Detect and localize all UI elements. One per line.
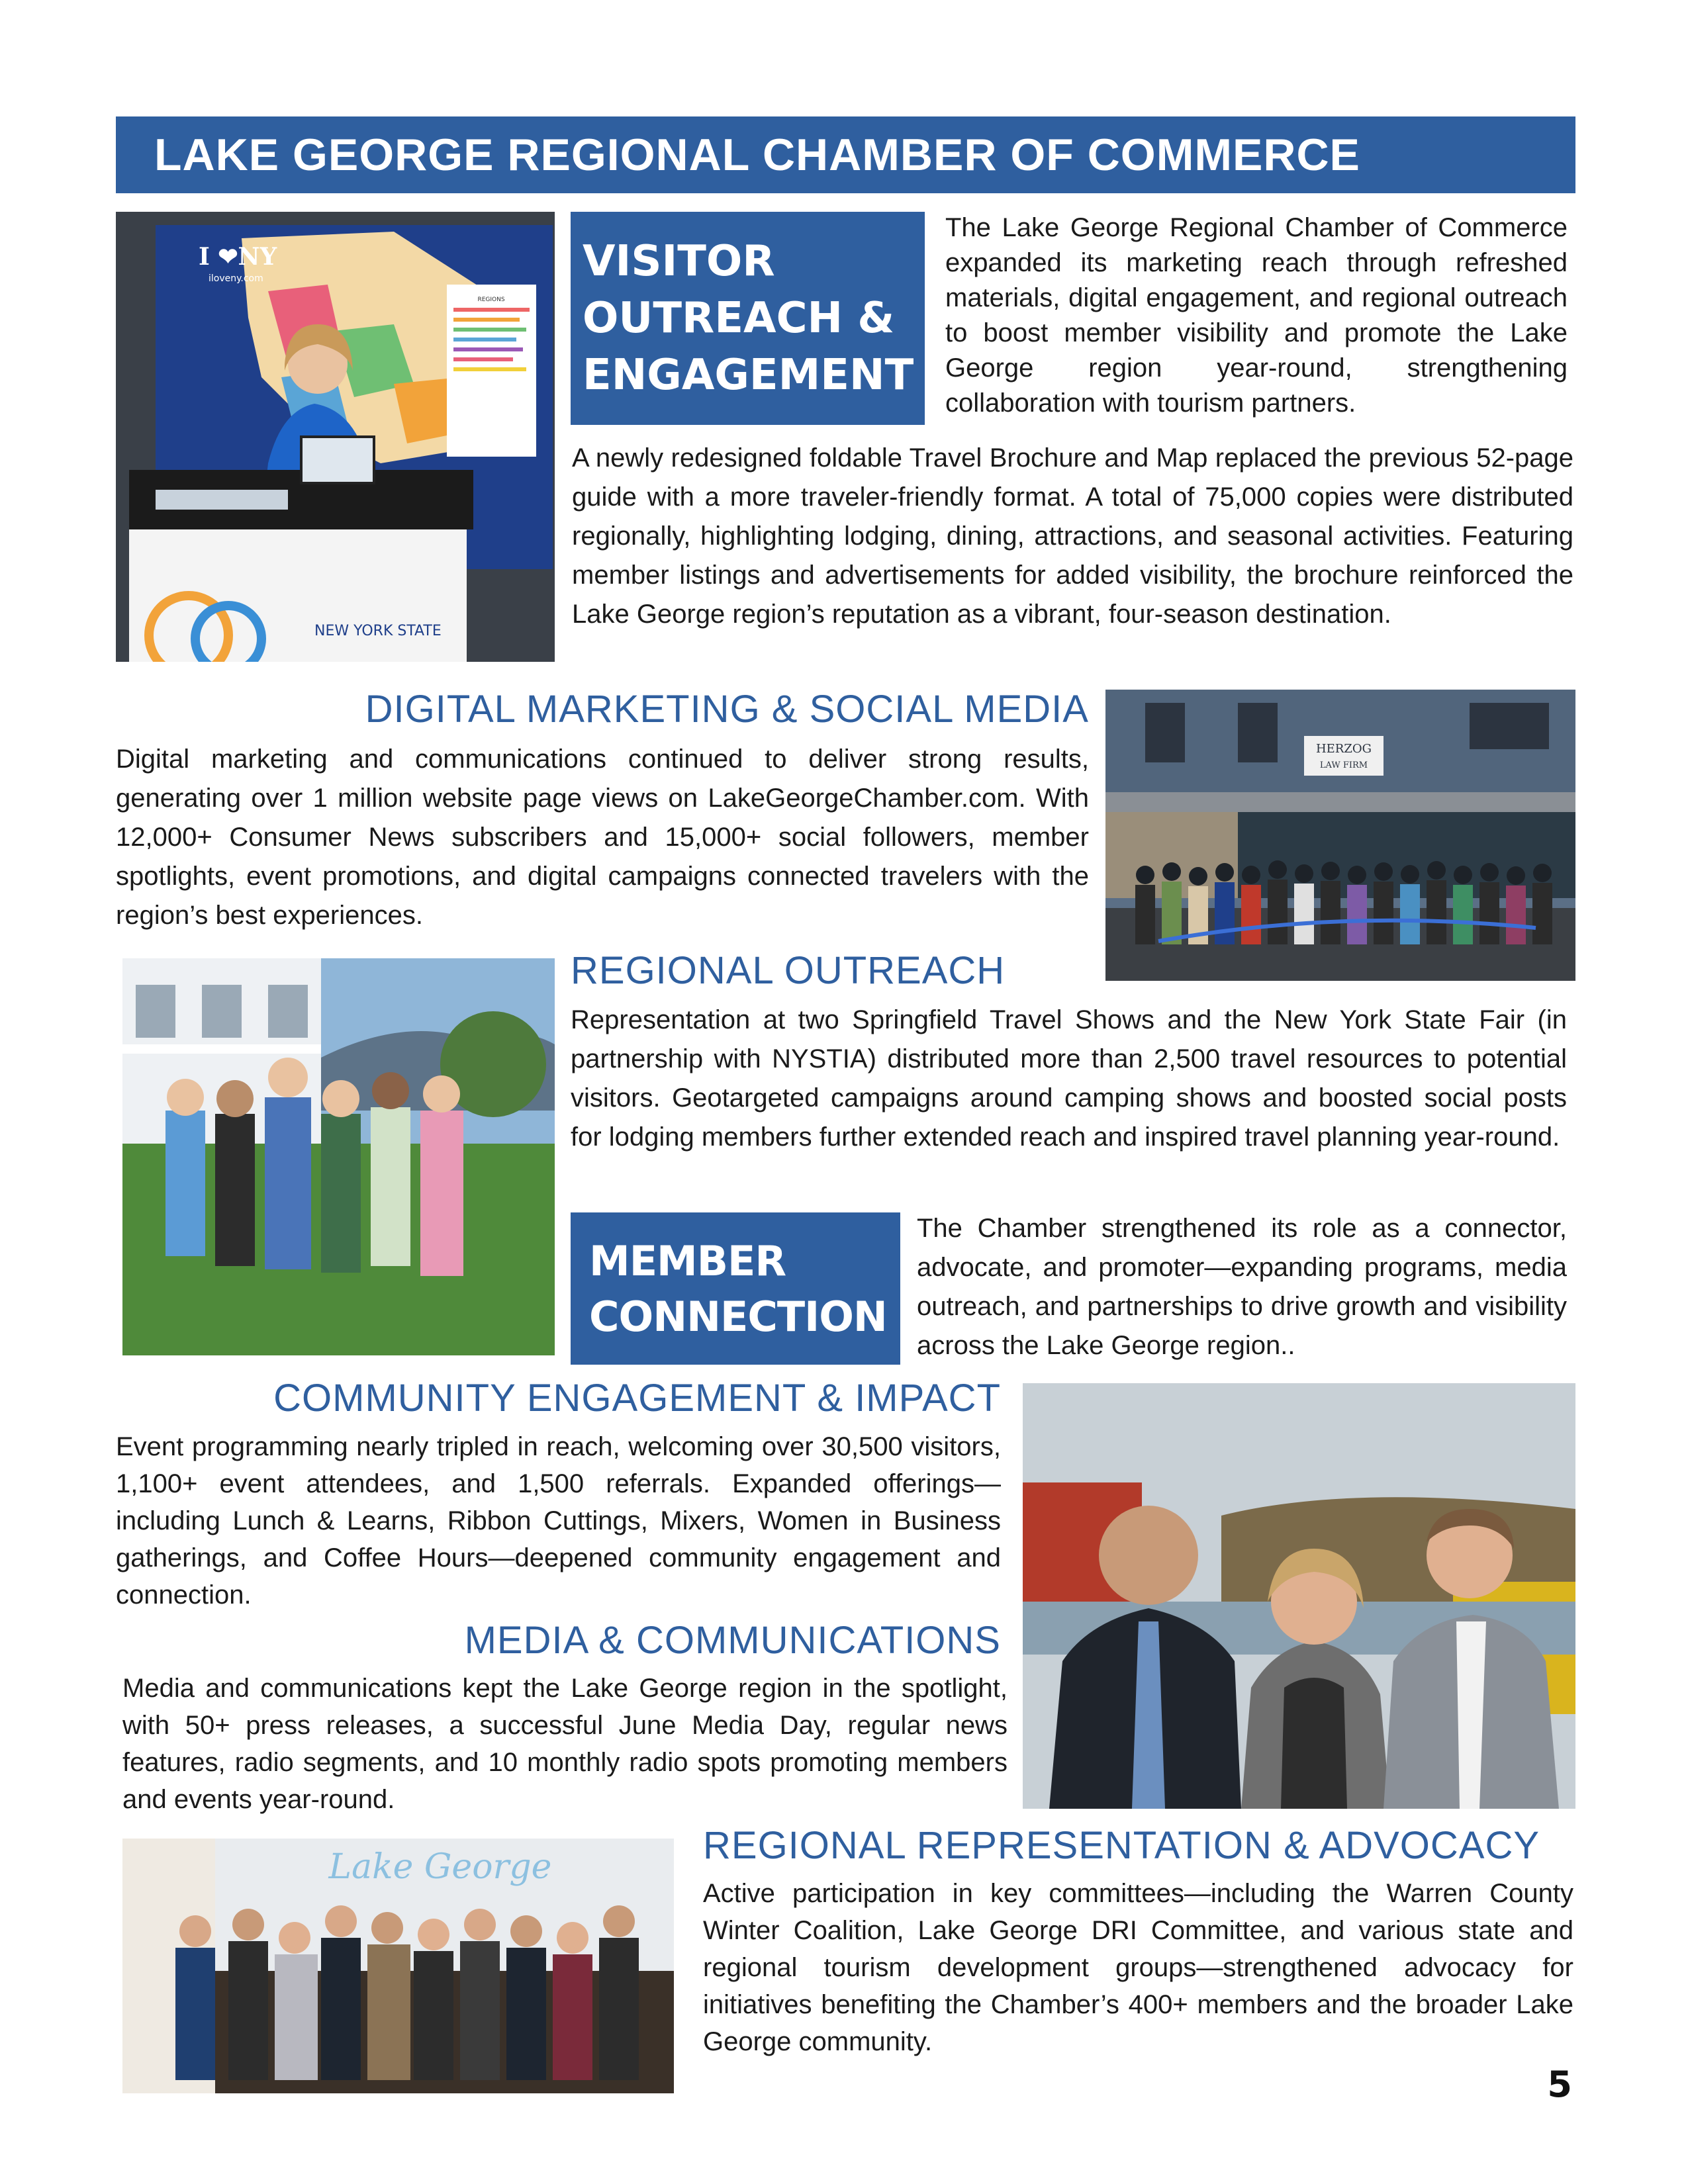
regional-outreach-heading: REGIONAL OUTREACH (571, 949, 1006, 992)
page-number: 5 (1547, 2064, 1572, 2105)
media-communications-text: Media and communications kept the Lake George region in the spotlight, with 50+ press releases, a successful June Media Day, regular news features, radio segments, and 10 monthly radio spots promoting members and events year-round. (122, 1674, 1008, 1814)
visitor-body-text: A newly redesigned foldable Travel Brochure and Map replaced the previous 52-page guide with a more traveler-friendly format. A total of 75,000 copies were distributed regionally, highlighting lodging, dining, attractions, and seasonal activities. Featuring member listings and advertisements for added visibility, the brochure reinforced the Lake George region’s reputation as a vibrant, four-season destination. (572, 443, 1573, 629)
ribbon-cutting-photo (1105, 690, 1575, 981)
visitor-intro-text: The Lake George Regional Chamber of Commerce expanded its marketing reach through refreshed materials, digital engagement, and regional outreach to boost member visibility and promote the Lake George region year-round, strengthening collaboration with tourism partners. (945, 213, 1568, 418)
outdoor-group-photo (122, 958, 555, 1355)
regional-outreach-text: Representation at two Springfield Travel Shows and the New York State Fair (in partnership with NYSTIA) distributed more than 2,500 travel resources to potential visitors. Geotargeted campaigns around camping shows and boosted social posts for lodging members further extended reach and inspired travel planning year-round. (571, 1005, 1567, 1152)
regions-label: REGIONS (477, 296, 505, 303)
member-connection-text: The Chamber strengthened its role as a connector, advocate, and promoter—expanding programs, media outreach, and partnerships to drive growth and visibility across the Lake George region.. (917, 1214, 1567, 1360)
digital-marketing-heading: DIGITAL MARKETING & SOCIAL MEDIA (365, 688, 1089, 731)
visitor-box-line-1: VISITOR (583, 237, 775, 286)
herzog-sign-line-1: HERZOG (1315, 742, 1372, 756)
lake-george-backdrop: Lake George (328, 1847, 552, 1887)
page-title-banner: LAKE GEORGE REGIONAL CHAMBER OF COMMERCE (116, 116, 1575, 193)
booth-photo (116, 212, 555, 662)
member-connection-box (571, 1212, 900, 1365)
iloveny-url: iloveny.com (209, 273, 263, 284)
herzog-sign-line-2: LAW FIRM (1319, 760, 1368, 770)
indoor-group-photo (122, 1839, 674, 2093)
community-engagement-heading: COMMUNITY ENGAGEMENT & IMPACT (273, 1377, 1001, 1420)
member-box-line-1: MEMBER (589, 1237, 786, 1285)
digital-marketing-text: Digital marketing and communications continued to deliver strong results, generating over 1 million website page views on LakeGeorgeChamber.com. With 12,000+ Consumer News subscribers and 15,000+ social followers, member spotlights, event promotions, and digital campaigns connected travelers with the region’s best experiences. (116, 745, 1089, 930)
officials-photo (1023, 1383, 1575, 1809)
visitor-box-line-3: ENGAGEMENT (583, 351, 914, 400)
canal-banner-text: NEW YORK STATE (314, 623, 442, 639)
media-communications-heading: MEDIA & COMMUNICATIONS (464, 1619, 1001, 1662)
visitor-outreach-box (571, 212, 925, 425)
community-engagement-text: Event programming nearly tripled in reach, welcoming over 30,500 visitors, 1,100+ event attendees, and 1,500 referrals. Expanded offerings—including Lunch & Learns, Ribbon Cuttings, Mixers, Women in Business gatherings, and Coffee Hours—deepened community engagement and connection. (116, 1432, 1001, 1610)
visitor-box-line-2: OUTREACH & (583, 294, 895, 343)
iloveny-logo: I ❤NY (199, 243, 277, 271)
advocacy-text: Active participation in key committees—including the Warren County Winter Coalition, Lake George DRI Committee, and various state and regional tourism development groups—strengthened advocacy for initiatives benefiting the Chamber’s 400+ members and the broader Lake George community. (703, 1879, 1573, 2056)
member-box-line-2: CONNECTION (589, 1293, 887, 1341)
advocacy-heading: REGIONAL REPRESENTATION & ADVOCACY (703, 1824, 1540, 1867)
